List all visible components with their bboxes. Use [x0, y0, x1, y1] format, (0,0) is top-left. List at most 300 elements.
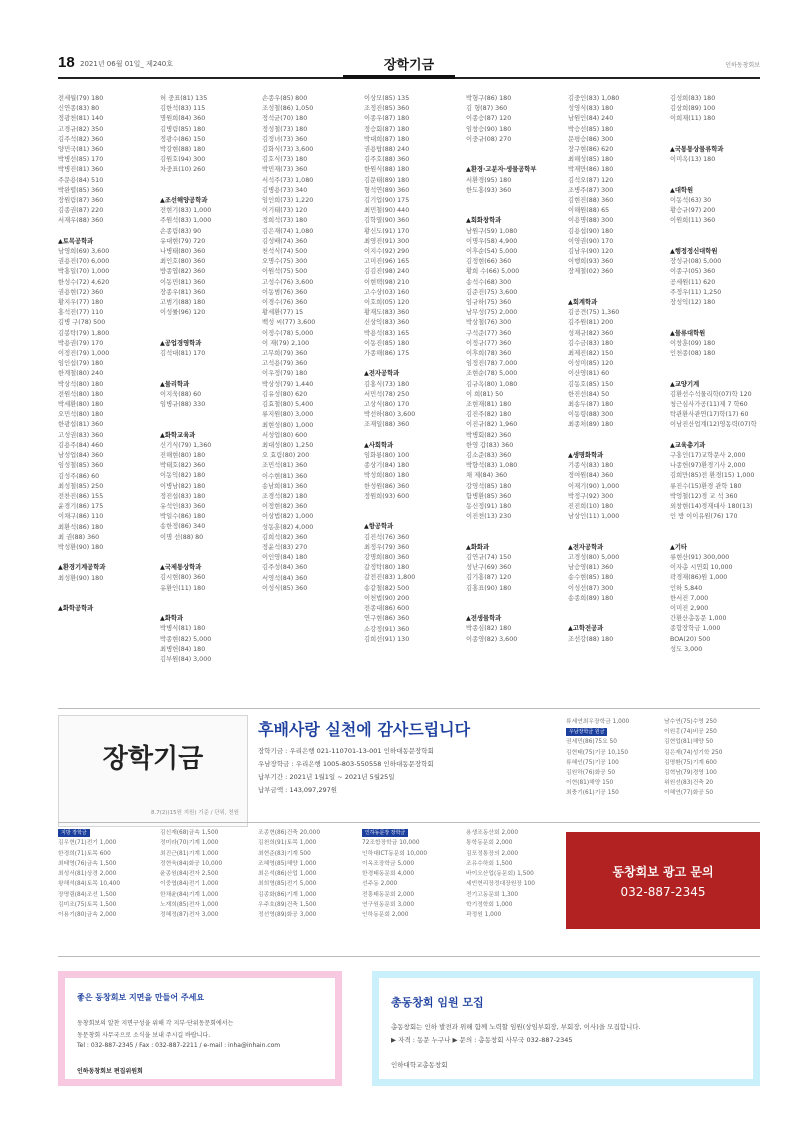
donor-entry: 최은석(86)산업 1,000 [258, 871, 317, 878]
donor-entry: 이우정(79) 180 [262, 370, 308, 378]
spacer [466, 522, 562, 532]
donor-entry: 김성배(74) 360 [262, 237, 308, 245]
donor-entry: 이희재(11) 180 [670, 115, 716, 123]
donor-entry: 김규옥(80) 1,080 [466, 380, 518, 388]
donor-entry: 이상법(82) 1,000 [262, 513, 314, 521]
donor-entry: 임성철(85) 360 [58, 462, 104, 470]
donor-entry: 서석주(73) 1,080 [262, 176, 314, 184]
donor-entry: 정혜정(87)전자 3,000 [160, 912, 219, 919]
donor-entry: 이지욱(88) 60 [160, 390, 202, 398]
spacer [160, 410, 256, 420]
donor-entry: 유환인(11) 180 [160, 584, 206, 592]
donor-entry: 신연종(83) 80 [58, 105, 100, 113]
donor-entry: 간환산총동문 1,000 [670, 615, 727, 623]
donor-entry: 성재규(82) 360 [568, 329, 614, 337]
spacer [160, 420, 256, 430]
spacer [58, 594, 154, 604]
donor-entry: 장성익(12) 180 [670, 298, 716, 306]
donor-entry: 김준진(75) 3,600 [466, 288, 518, 296]
donor-entry: 정성철(73) 180 [262, 125, 308, 133]
spacer [670, 135, 766, 145]
donor-entry: 인하 5,840 [670, 584, 703, 592]
donor-entry: 오민석(80) 180 [58, 411, 104, 419]
department-heading: ▲고학전공과 [568, 625, 604, 633]
donor-entry: 조민석(81) 360 [262, 462, 308, 470]
donor-entry: 한진선(84) 50 [568, 390, 610, 398]
donor-entry: 이인영(84) 180 [262, 554, 308, 562]
donor-entry: 김연규(74) 150 [466, 554, 512, 562]
spacer [58, 227, 154, 237]
department-heading: ▲화학공학과 [58, 605, 94, 613]
donor-entry: 인천종(08) 180 [670, 349, 716, 357]
donor-entry: 명원희(84) 360 [160, 115, 206, 123]
donor-entry: 박상석(80) 180 [58, 380, 104, 388]
donor-entry: 이해원(88) 65 [568, 207, 610, 215]
donor-entry: 박선하(80) 3,600 [364, 411, 416, 419]
donor-entry: 류세연최우장학금 1,000 [566, 719, 630, 725]
donor-entry: 김수금(83) 180 [568, 339, 614, 347]
scholarship-title: 장학기금 [102, 744, 204, 774]
donor-entry: 이용명(88) 300 [568, 217, 614, 225]
donor-entry: 최태영(76)금속 1,500 [58, 860, 117, 867]
department-heading: ▲환경기계공학과 [58, 564, 106, 572]
donor-entry: 통학동문회 2,000 [466, 840, 513, 847]
department-heading: ▲조선해양공학과 [160, 197, 208, 204]
issue-date: 2021년 06월 01일_ 제240호 [80, 60, 173, 68]
donor-entry: 김포정통장의 2,000 [466, 850, 519, 857]
donor-entry: 박병선(85) 170 [58, 156, 104, 164]
donor-entry: 최현성(80) 1,000 [262, 421, 314, 429]
donor-entry: 김종화(86)기계 1,000 [258, 891, 317, 898]
donor-entry: 주원석(83) 1,000 [160, 217, 212, 225]
donor-entry: 정광천(81) 140 [58, 115, 104, 123]
donor-entry: 김원호(94) 300 [160, 156, 206, 164]
donor-entry: 이명우(58) 4,900 [466, 237, 518, 245]
spacer [466, 604, 562, 614]
donor-entry: 남원인(84) 240 [568, 115, 614, 123]
donor-entry: 윤종원(84)전자 2,500 [160, 871, 219, 878]
spacer [466, 155, 562, 165]
donor-entry: 송한정(86) 340 [160, 523, 206, 531]
donor-entry: 남영희(69) 3,600 [58, 248, 110, 256]
donor-entry: 조병주(87) 300 [568, 186, 614, 194]
donor-entry: 이동범(76) 360 [262, 288, 308, 296]
donor-entry: 김병림(85) 180 [160, 125, 206, 133]
ad-title: 동창회보 광고 문의 [612, 865, 714, 879]
donor-entry: 김공견(75) 1,360 [568, 309, 620, 317]
spacer [466, 145, 562, 155]
donor-entry: 권세민(86)75요 50 [566, 739, 617, 746]
donor-column [58, 94, 154, 614]
donor-entry: 남수연(75)수영 250 [664, 719, 717, 725]
scholarship-subtitle: 8.7(2)(15원 지원) 기준 / 단위, 천원 [151, 810, 239, 816]
notice-recruit-line-1: 총동창회는 인하 발전과 위해 함께 노력할 임원(상임부회장, 부회장, 이사)을 모집합니다. [391, 1023, 641, 1031]
donor-entry: 최종처(89) 180 [568, 421, 614, 429]
donor-entry: 이 재(79) 2,100 [262, 339, 310, 347]
donor-entry: 이지수(92) 290 [364, 248, 410, 256]
donor-entry: 채 제(84) 360 [466, 472, 508, 480]
donor-entry: 송종희(89) 180 [568, 594, 614, 602]
donor-entry: 선주동 2,000 [362, 881, 398, 888]
donor-entry: 한원식(88) 180 [364, 166, 410, 174]
account-line-2: 우남장학금 : 우리은행 1005-803-550558 인하대동문장학회 [258, 760, 434, 768]
section-title: 장학기금 [383, 58, 435, 73]
donor-entry: 김기업(90) 175 [364, 197, 410, 205]
donor-entry: 정희석(73) 180 [262, 217, 308, 225]
donor-entry: 정선영(89)화공 3,000 [258, 912, 317, 919]
donor-entry: 고석용(79) 360 [262, 360, 308, 368]
donor-entry: 김용주(84) 460 [58, 441, 104, 449]
donor-entry: 공세원(11) 620 [670, 278, 716, 286]
header-accent-rule [343, 75, 455, 79]
donor-entry: 김효철(80) 5,400 [262, 401, 314, 409]
donor-entry: 백성 씨(77) 3,600 [262, 319, 316, 327]
donor-entry: 72조합장학금 10,000 [362, 840, 420, 847]
donor-entry: 황지우(77) 180 [58, 299, 104, 307]
donor-entry: 김명환(75)기계 600 [664, 759, 717, 766]
ad-box [566, 832, 760, 929]
donor-entry: 성난구(69) 360 [466, 564, 512, 572]
right-donor-list-b [664, 717, 722, 799]
donor-entry: 김문태(89) 180 [364, 176, 410, 184]
spacer [364, 431, 460, 441]
donor-entry: 김원하(76)화공 50 [566, 770, 616, 777]
donor-entry: 장제철(02) 360 [568, 268, 614, 276]
donor-entry: 이중규(08) 270 [466, 135, 512, 143]
spacer [160, 329, 256, 339]
donor-entry: 이정현(82) 360 [262, 503, 308, 511]
donor-entry: 정현욱(84)화공 10,000 [160, 860, 223, 867]
donor-entry: 김한석(83) 115 [160, 105, 206, 113]
donor-entry: 한영 갑(83) 360 [466, 441, 514, 449]
donor-entry: 연구현(86) 360 [364, 615, 410, 623]
donor-entry: 박병진(81) 360 [58, 166, 104, 174]
donor-entry: 이원석(75) 500 [262, 268, 308, 276]
department-heading: ▲국통통상물류학과 [670, 145, 724, 153]
donor-entry: 정여원(84) 360 [568, 472, 614, 480]
donor-entry: 이남진산업계(12)영동력(07)학 [670, 421, 757, 429]
donor-entry: 이동령(88) 300 [568, 411, 614, 419]
donor-entry: 조정진(85) 360 [364, 105, 410, 113]
donor-entry: 차중표(10) 260 [160, 166, 206, 174]
donor-entry: 전현기(83) 1,000 [160, 207, 212, 215]
donor-entry: 김종권(87) 220 [58, 207, 104, 215]
donor-entry: 종합장학금 1,000 [670, 625, 721, 633]
donor-entry: 용생조동산회 2,000 [466, 830, 519, 836]
donor-entry: 오 효림(80) 200 [262, 452, 310, 460]
donor-entry: 김호식(73) 180 [262, 156, 308, 164]
donor-entry: 고상식(80) 170 [364, 401, 410, 409]
donor-entry: 강명희(80) 360 [364, 554, 410, 562]
donor-entry: 김상희(89) 100 [670, 105, 716, 113]
donor-entry: 이동진(85) 180 [364, 339, 410, 347]
donor-entry: 고미진(96) 165 [364, 258, 410, 266]
donor-entry: 박강현(88) 180 [160, 146, 206, 154]
donor-entry: 임규하(75) 360 [466, 299, 512, 306]
donor-entry: 이명 선(88) 80 [160, 533, 204, 541]
donor-entry: 최대성(80) 1,250 [262, 441, 314, 449]
donor-entry: 임인섭(79) 180 [58, 360, 104, 368]
donor-entry: 청근심사가공(11)제 7 학60 [670, 400, 748, 408]
donor-column [262, 94, 358, 594]
spacer [670, 431, 766, 441]
donor-entry: 우주호(89)건축 1,500 [258, 902, 317, 909]
spacer [568, 278, 664, 288]
donor-entry: 조현재(81) 180 [466, 401, 512, 409]
donor-entry: 장성규(08) 5,000 [670, 258, 722, 266]
donor-entry: 성영식(83) 180 [568, 105, 614, 113]
lower-list-3 [258, 828, 320, 921]
donor-entry: 갈전진(83) 1,800 [364, 574, 416, 582]
donor-entry: 박형구(86) 180 [466, 95, 512, 102]
donor-entry: 이성률(96) 120 [160, 309, 206, 317]
department-heading: ▲전자공학과 [364, 370, 400, 378]
donor-entry: 최인호(80) 360 [160, 258, 206, 266]
notice-recruit-title: 총동창회 임원 모집 [391, 996, 484, 1009]
spacer [568, 288, 664, 298]
department-heading: ▲물류대학원 [670, 329, 706, 337]
lower-list-5 [466, 828, 535, 921]
donor-entry: 박정구(92) 300 [568, 492, 614, 500]
donor-entry: 송같철(82) 500 [364, 584, 410, 592]
donor-entry: 위원선(83)건축 20 [664, 780, 714, 787]
donor-entry: 한경희(71)토목 600 [58, 850, 111, 857]
donor-entry: 이용기(80)금속 2,000 [58, 912, 117, 919]
donor-entry: 이행희(93) 360 [568, 258, 614, 266]
donor-entry: 곽정원 1,000 [466, 912, 502, 919]
donor-entry: 김성희(83) 180 [670, 95, 716, 102]
donor-entry: 김희선(91) 130 [364, 635, 410, 643]
donor-entry: 이원희(11) 360 [670, 217, 716, 225]
donor-entry: 이현택(98) 210 [364, 278, 410, 286]
donor-entry: 이영권(90) 170 [568, 237, 614, 245]
donor-entry: 이병남(82) 180 [160, 482, 206, 490]
donor-entry: 한채윤(84)기계 1,000 [160, 891, 219, 898]
donor-entry: 윤경기(86) 175 [58, 503, 104, 511]
donor-entry: 정원희(93) 600 [364, 492, 410, 500]
donor-entry: 나병태(80) 360 [160, 248, 206, 256]
donor-entry: 김혁남(79)경영 100 [664, 770, 717, 777]
donor-entry: 김시현(80) 360 [160, 574, 206, 582]
donor-entry: 이미진 2,900 [670, 604, 709, 612]
donor-entry: 최송두(87) 180 [568, 401, 614, 409]
department-heading: ▲공업경영학과 [160, 339, 202, 347]
donor-entry: 김기홍(87) 120 [466, 574, 512, 582]
donor-entry: 정승회(87) 180 [364, 125, 410, 133]
donor-entry: 이성식(85) 360 [262, 584, 308, 592]
spacer [670, 369, 766, 379]
donor-entry: 전세월(79) 180 [58, 95, 104, 102]
donor-entry: 김희석(82) 360 [262, 533, 308, 541]
department-heading: ▲회화창학과 [466, 217, 502, 225]
notice-submission-contact: Tel : 032-887-2345 / Fax : 032-887-2211 / e-mail : inha@inhain.com [77, 1042, 281, 1049]
donor-entry: 박홍일(70) 1,000 [58, 268, 110, 276]
department-heading: ▲교양기계 [670, 380, 700, 388]
donor-entry: 최영진(91) 300 [364, 237, 410, 245]
donor-entry: 정진섭(83) 180 [160, 492, 206, 500]
donor-entry: 김학열(90) 360 [364, 217, 410, 225]
donor-entry: 김신재(68)금속 1,500 [160, 830, 219, 836]
spacer [160, 359, 256, 369]
donor-entry: 고성수(76) 3,600 [262, 278, 314, 286]
donor-entry: 인하대ICT동문회 10,000 [362, 850, 428, 857]
donor-entry: 최환석(86) 180 [58, 523, 104, 531]
department-heading: ▲행정정신대학원 [670, 247, 718, 255]
spacer [160, 369, 256, 379]
donor-entry: 전원석(80) 180 [58, 390, 104, 398]
donor-entry: 박재만(86) 180 [568, 166, 614, 174]
spacer [160, 318, 256, 328]
donor-entry: 한경태동문회 4,000 [362, 871, 415, 878]
spacer [364, 502, 460, 512]
donor-entry: 전종대(86) 600 [364, 605, 410, 613]
donor-entry: 김은재(74) 1,080 [262, 227, 314, 235]
amount-line: 납부금액 : 143,097,297원 [258, 786, 338, 794]
department-heading: ▲화화과 [466, 543, 490, 551]
donor-entry: 성도 3,000 [670, 645, 703, 653]
thanks-title: 후배사랑 실천에 감사드립니다 [258, 720, 471, 739]
donor-entry: 이산영(81) 60 [568, 370, 610, 378]
donor-entry: 류현산(91) 300,000 [670, 553, 730, 561]
bottom-divider [58, 956, 760, 957]
donor-entry: 김김진(98) 240 [364, 268, 410, 276]
department-heading: ▲물리학과 [160, 380, 190, 388]
donor-entry: 허 중표(81) 135 [160, 95, 208, 102]
account-line-1: 장학기금 : 우리은행 021-110701-13-001 인하대동문장학회 [258, 747, 434, 755]
notice-submission-line-1: 동창회보의 알찬 지면구성을 위해 각 지부·단위동문회에서는 [77, 1020, 234, 1027]
spacer [568, 604, 664, 614]
donor-entry: 고성권(83) 360 [58, 431, 104, 439]
department-heading: ▲사회학과 [364, 441, 394, 449]
donor-entry: 황신도(91) 170 [364, 227, 410, 235]
donor-entry: 박태호(82) 360 [160, 462, 206, 470]
donor-entry: 황세환(77) 15 [262, 309, 304, 317]
donor-entry: 박용권(79) 170 [58, 339, 104, 347]
donor-entry: 한도홍(93) 360 [466, 186, 512, 194]
donor-entry: 천석식(74) 500 [262, 248, 308, 256]
donor-entry: 권용현(72) 360 [58, 288, 104, 296]
donor-entry: 조재일(88) 360 [364, 421, 410, 429]
donor-entry: 박완렬(85) 360 [58, 186, 104, 194]
donor-entry: 박종현(82) 5,000 [160, 635, 212, 643]
donor-entry: 최충기(61)기공 150 [566, 790, 619, 797]
donor-entry: 김부원(84) 3,000 [160, 655, 212, 663]
donor-entry: 노재희(85)전자 1,000 [160, 902, 219, 909]
spacer [58, 553, 154, 563]
donor-entry: 문평승(86) 300 [568, 135, 614, 143]
spacer [568, 522, 664, 532]
department-heading: ▲대학원 [670, 186, 694, 194]
donor-entry: 이동석(63) 30 [670, 196, 712, 204]
donor-entry: 이중엽(84)전기 1,000 [160, 881, 219, 888]
lower-list-1 [58, 828, 120, 921]
donor-entry: 김석오(87) 120 [568, 176, 614, 184]
period-line: 납부기간 : 2021년 1월1일 ~ 2021년 5월25일 [258, 773, 395, 781]
spacer [670, 359, 766, 369]
donor-entry: 이후순(54) 5,000 [466, 247, 518, 255]
donor-entry: 김미조(75)토목 1,500 [58, 902, 117, 909]
spacer [160, 176, 256, 186]
donor-entry: 남성업(84) 360 [58, 452, 104, 460]
department-heading: ▲기타 [670, 543, 688, 551]
donor-entry: 이기태(73) 120 [262, 207, 308, 215]
donor-entry: 구석준(77) 360 [466, 329, 512, 337]
donor-entry: 이호희(05) 120 [364, 299, 410, 307]
category-tag: 지방 장학금 [58, 829, 90, 837]
donor-entry: 이성선(87) 300 [568, 584, 614, 592]
donor-entry: 이현(81)해양 150 [566, 780, 614, 787]
donor-entry: 정미라(70)기계 1,000 [160, 840, 219, 847]
donor-entry: 장구현(86) 620 [568, 146, 614, 154]
donor-entry: 장원림(87) 360 [58, 197, 104, 205]
spacer [466, 196, 562, 206]
spacer [670, 227, 766, 237]
donor-entry: 왕해석(84)토목 10,400 [58, 881, 121, 888]
donor-entry: 이종구(05) 360 [670, 268, 716, 276]
spacer [670, 318, 766, 328]
ad-phone: 032-887-2345 [620, 885, 706, 899]
donor-column [568, 94, 664, 645]
department-heading: ▲환경·고분자·생물공학부 [466, 166, 537, 174]
scholarship-title-box [58, 715, 248, 827]
donor-entry: 임병규(88) 330 [160, 401, 206, 408]
donor-entry: 박세환(80) 180 [58, 401, 104, 409]
donor-entry: 김정녀(73) 360 [262, 135, 308, 143]
donor-entry: 임창승(90) 180 [466, 125, 512, 133]
donor-entry: 김남우(90) 120 [568, 248, 614, 256]
donor-entry: 이원홍(74)비공 250 [664, 729, 717, 736]
spacer [364, 512, 460, 522]
spacer [160, 186, 256, 196]
donor-entry: 송석수(68) 300 [466, 278, 512, 286]
donor-entry: 김진주(82) 180 [466, 411, 512, 419]
spacer [670, 176, 766, 186]
donor-entry: 최성서(81)상경 2,000 [58, 871, 117, 878]
donor-entry: 이 희(81) 50 [466, 390, 504, 398]
donor-entry: 남무성(75) 2,000 [466, 309, 518, 317]
notice-recruit-box [372, 971, 760, 1086]
donor-entry: 김주원(81) 200 [568, 319, 614, 327]
donor-entry: 김병용(73) 340 [262, 186, 308, 194]
donor-entry: 손종림(83) 90 [160, 227, 202, 235]
donor-entry: 이옥조장학금 5,000 [362, 860, 415, 867]
donor-entry: 전흥태동문회 2,000 [362, 891, 415, 898]
donor-entry: 최 권(88) 360 [58, 533, 100, 541]
publication-name: 인하동창회보 [725, 62, 760, 69]
donor-column [364, 94, 460, 645]
donor-entry: 최민철(90) 440 [364, 207, 410, 215]
donor-entry: 박일수(86) 180 [160, 513, 206, 521]
department-heading: ▲항공학과 [364, 523, 394, 531]
donor-entry: 김은재(74)성기학 250 [664, 749, 723, 756]
donor-entry: 이수현(81) 360 [262, 472, 308, 480]
donor-entry: 김동호(85) 150 [568, 380, 614, 388]
spacer [58, 584, 154, 594]
lower-list-4 [362, 828, 427, 921]
donor-entry: 정석균(70) 180 [262, 115, 308, 123]
donor-entry: 조경석(82) 180 [262, 492, 308, 500]
donor-entry: 김병 구(78) 500 [58, 319, 106, 327]
donor-entry: 소강정(91) 360 [364, 625, 410, 633]
donor-entry: 최성환(90) 180 [58, 574, 104, 582]
donor-entry: 김소준(83) 360 [466, 452, 512, 460]
donor-entry: 이정규(77) 360 [466, 339, 512, 347]
donor-entry: 조유수하회 1,500 [466, 860, 513, 867]
donor-entry: 박병회(82) 360 [466, 431, 512, 439]
spacer [670, 533, 766, 543]
donor-entry: 최성철(85) 250 [58, 482, 104, 490]
donor-entry: 최병헌(84) 180 [160, 645, 206, 653]
